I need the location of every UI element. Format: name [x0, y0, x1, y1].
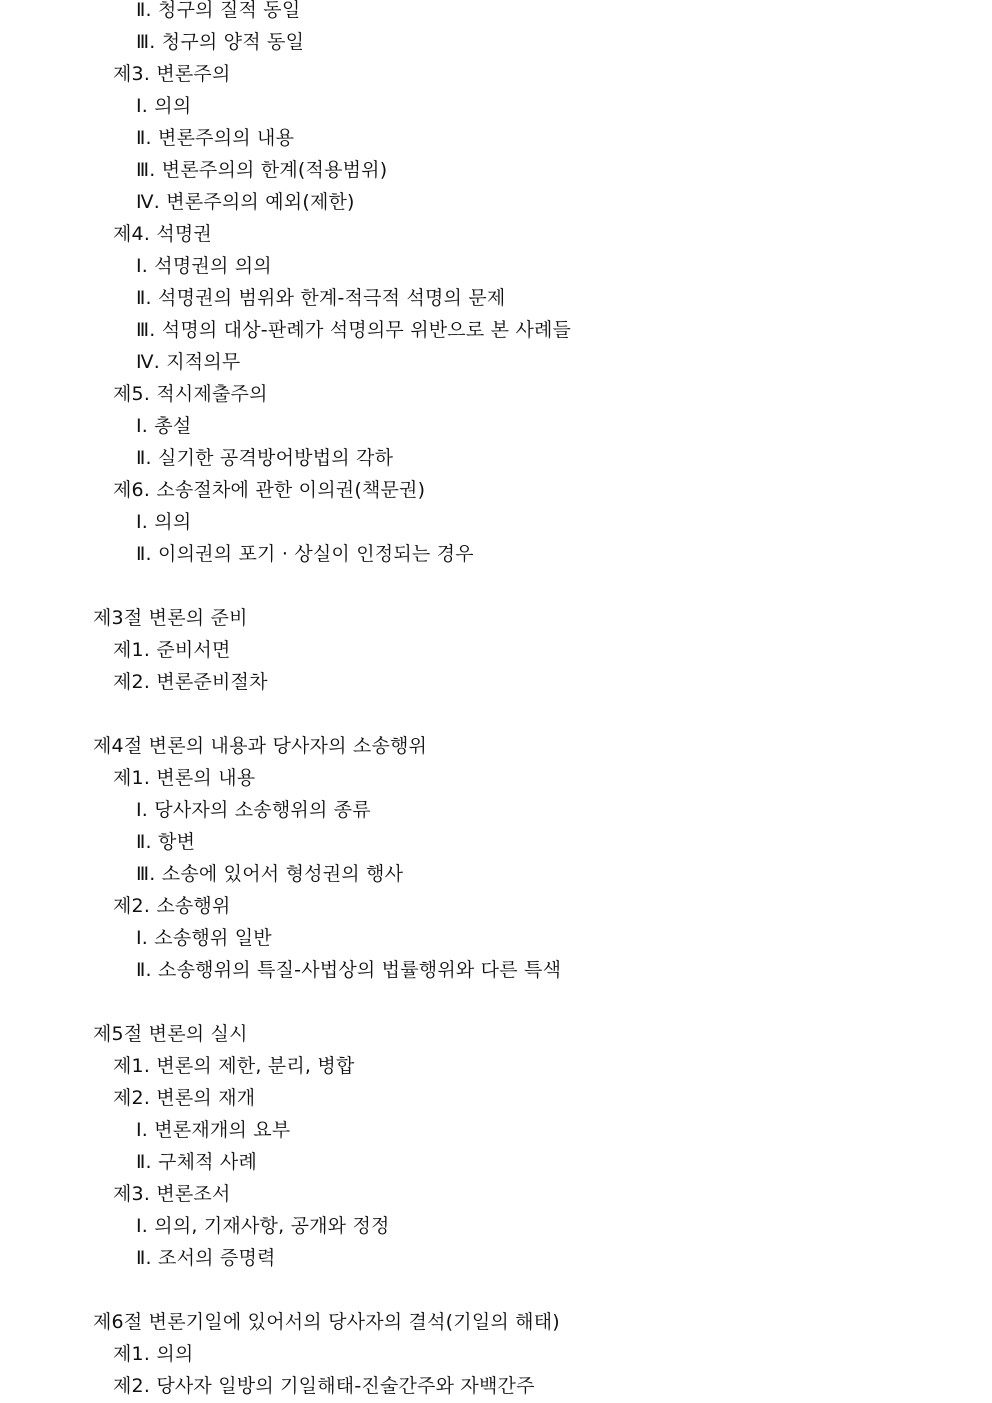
outline-item: Ⅱ. 청구의 질적 동일 — [136, 0, 301, 21]
subsection-heading: 제2. 당사자 일방의 기일해태-진술간주와 자백간주 — [113, 1375, 535, 1397]
outline-item: Ⅰ. 의의 — [136, 95, 192, 117]
outline-item: Ⅰ. 변론재개의 요부 — [136, 1119, 291, 1141]
outline-item: Ⅰ. 총설 — [136, 415, 192, 437]
outline-item: Ⅱ. 구체적 사례 — [136, 1151, 258, 1173]
blank-spacer — [0, 570, 992, 602]
subsection-heading: 제1. 의의 — [113, 1343, 194, 1365]
outline-item: Ⅱ. 소송행위의 특질-사법상의 법률행위와 다른 특색 — [136, 959, 562, 981]
section-heading: 제6절 변론기일에 있어서의 당사자의 결석(기일의 해태) — [93, 1311, 560, 1333]
section-heading: 제3절 변론의 준비 — [93, 607, 248, 629]
outline-item: Ⅳ. 변론주의의 예외(제한) — [136, 191, 355, 213]
blank-spacer — [0, 986, 992, 1018]
outline-item: Ⅱ. 조서의 증명력 — [136, 1247, 276, 1269]
section-heading: 제4절 변론의 내용과 당사자의 소송행위 — [93, 735, 428, 757]
outline-item: Ⅱ. 이의권의 포기 · 상실이 인정되는 경우 — [136, 543, 474, 565]
subsection-heading: 제2. 변론의 재개 — [113, 1087, 256, 1109]
outline-item: Ⅰ. 당사자의 소송행위의 종류 — [136, 799, 371, 821]
outline-item: Ⅱ. 석명권의 범위와 한계-적극적 석명의 문제 — [136, 287, 506, 309]
subsection-heading: 제6. 소송절차에 관한 이의권(책문권) — [113, 479, 426, 501]
outline-item: Ⅲ. 변론주의의 한계(적용범위) — [136, 159, 388, 181]
outline-item: Ⅱ. 실기한 공격방어방법의 각하 — [136, 447, 394, 469]
subsection-heading: 제3. 변론조서 — [113, 1183, 231, 1205]
outline-item: Ⅰ. 의의 — [136, 511, 192, 533]
outline-item: Ⅰ. 소송행위 일반 — [136, 927, 272, 949]
outline-item: Ⅰ. 석명권의 의의 — [136, 255, 272, 277]
subsection-heading: 제4. 석명권 — [113, 223, 212, 245]
outline-item: Ⅳ. 지적의무 — [136, 351, 241, 373]
subsection-heading: 제5. 적시제출주의 — [113, 383, 268, 405]
subsection-heading: 제1. 변론의 내용 — [113, 767, 256, 789]
subsection-heading: 제2. 소송행위 — [113, 895, 231, 917]
blank-spacer — [0, 698, 992, 730]
outline-item: Ⅲ. 소송에 있어서 형성권의 행사 — [136, 863, 404, 885]
outline-item: Ⅲ. 청구의 양적 동일 — [136, 31, 305, 53]
subsection-heading: 제2. 변론준비절차 — [113, 671, 268, 693]
blank-spacer — [0, 1274, 992, 1306]
section-heading: 제5절 변론의 실시 — [93, 1023, 248, 1045]
subsection-heading: 제1. 준비서면 — [113, 639, 231, 661]
outline-item: Ⅱ. 항변 — [136, 831, 196, 853]
outline-item: Ⅰ. 의의, 기재사항, 공개와 정정 — [136, 1215, 390, 1237]
subsection-heading: 제1. 변론의 제한, 분리, 병합 — [113, 1055, 355, 1077]
outline-item: Ⅲ. 석명의 대상-판례가 석명의무 위반으로 본 사례들 — [136, 319, 572, 341]
outline-item: Ⅱ. 변론주의의 내용 — [136, 127, 295, 149]
subsection-heading: 제3. 변론주의 — [113, 63, 231, 85]
